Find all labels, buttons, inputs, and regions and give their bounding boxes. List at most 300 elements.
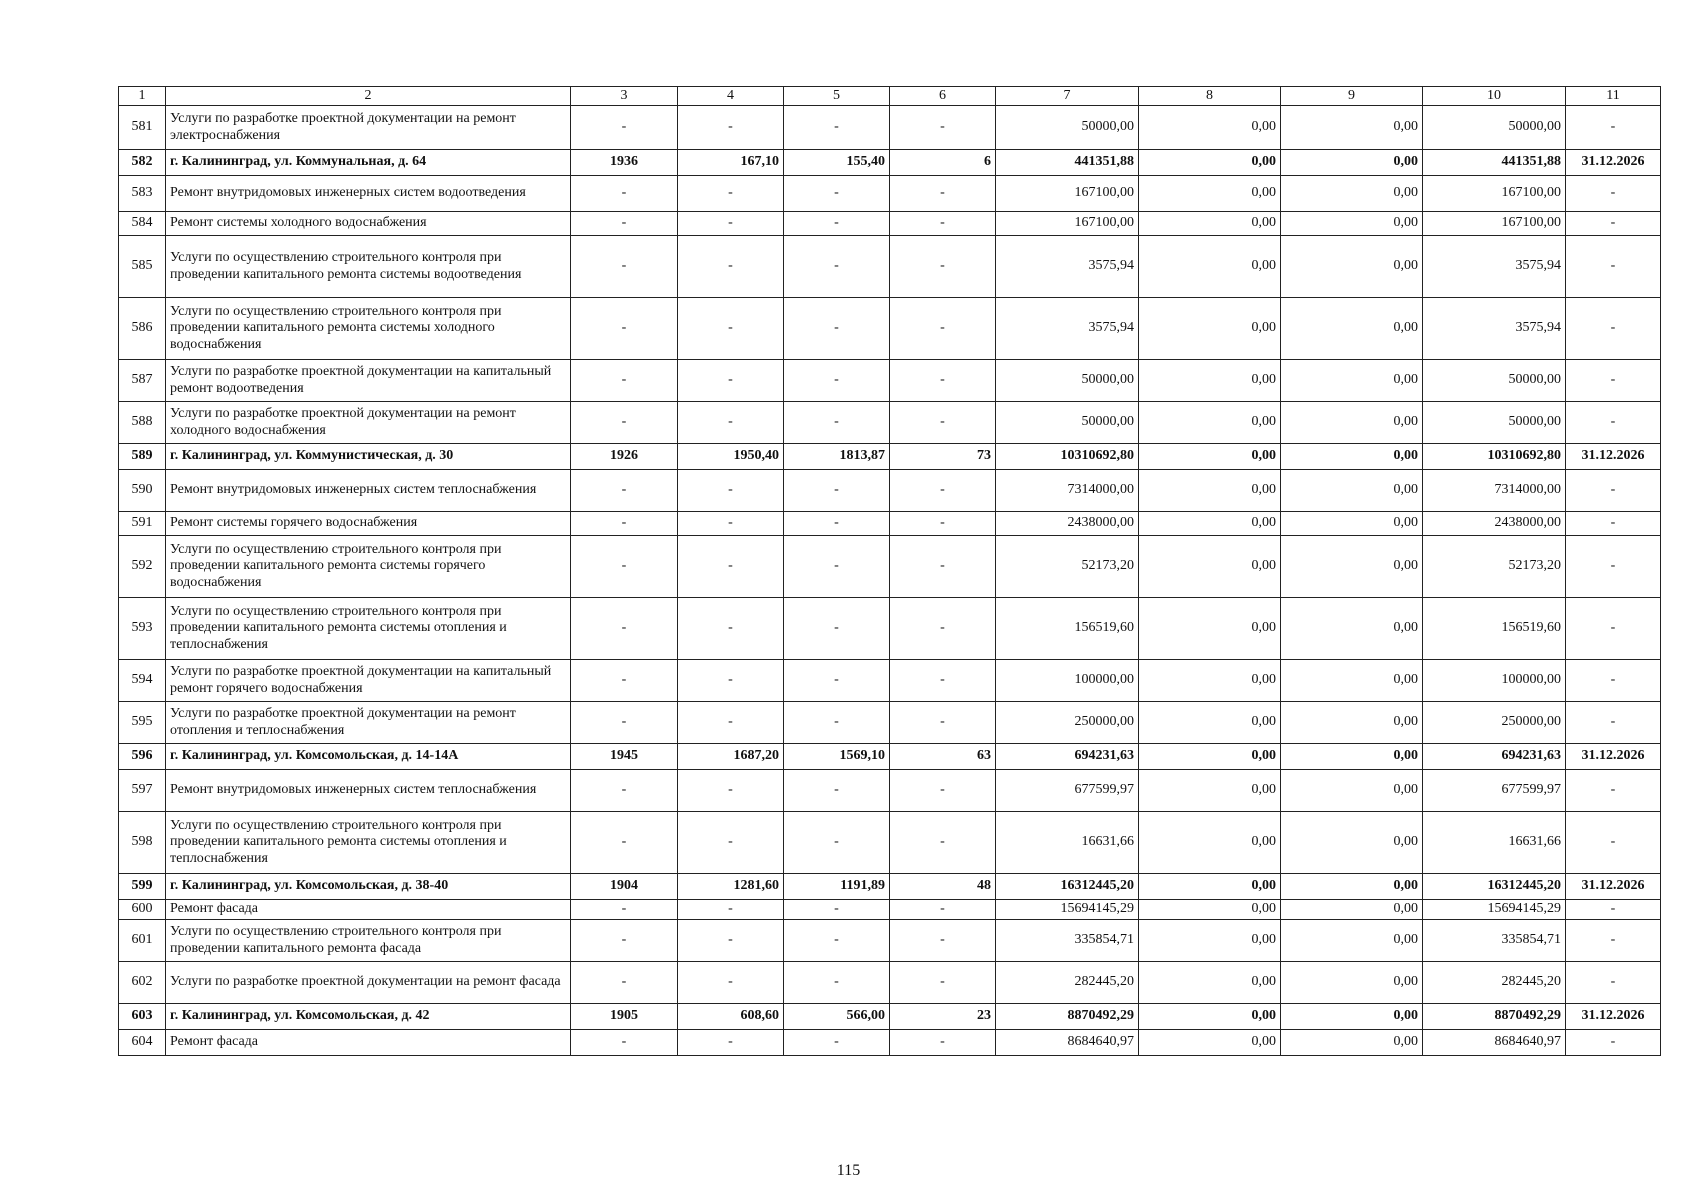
cell-col-6: - <box>890 106 996 150</box>
cell-col-8: 0,00 <box>1139 744 1281 770</box>
table-row <box>119 176 1661 212</box>
cell-col-8: 0,00 <box>1139 444 1281 470</box>
cell-col-10: 100000,00 <box>1423 660 1566 702</box>
cell-col-8: 0,00 <box>1139 150 1281 176</box>
cell-col-7: 3575,94 <box>996 236 1139 298</box>
row-number: 595 <box>119 702 166 744</box>
table-row <box>119 402 1661 444</box>
row-number: 586 <box>119 298 166 360</box>
cell-col-3: - <box>571 236 678 298</box>
cell-col-4: - <box>678 176 784 212</box>
cell-col-7: 16631,66 <box>996 812 1139 874</box>
cell-col-6: - <box>890 212 996 236</box>
cell-col-9: 0,00 <box>1281 812 1423 874</box>
cell-col-9: 0,00 <box>1281 212 1423 236</box>
column-header: 6 <box>890 87 996 106</box>
cell-col-8: 0,00 <box>1139 920 1281 962</box>
cell-col-6: - <box>890 598 996 660</box>
cell-col-11: - <box>1566 402 1661 444</box>
cell-col-9: 0,00 <box>1281 402 1423 444</box>
cell-col-8: 0,00 <box>1139 470 1281 512</box>
cell-col-8: 0,00 <box>1139 236 1281 298</box>
cell-col-4: - <box>678 298 784 360</box>
cell-col-6: 6 <box>890 150 996 176</box>
cell-col-3: - <box>571 900 678 920</box>
cell-col-6: - <box>890 512 996 536</box>
work-name: Услуги по осуществлению строительного контроля при проведении капитального ремонта системы отопления и теплоснабжения <box>166 812 571 874</box>
column-header: 9 <box>1281 87 1423 106</box>
works-table <box>118 86 1661 1056</box>
cell-col-11: 31.12.2026 <box>1566 744 1661 770</box>
row-number: 589 <box>119 444 166 470</box>
cell-col-9: 0,00 <box>1281 962 1423 1004</box>
cell-col-5: - <box>784 470 890 512</box>
cell-col-7: 8870492,29 <box>996 1004 1139 1030</box>
address-row <box>119 444 1661 470</box>
cell-col-5: 566,00 <box>784 1004 890 1030</box>
cell-col-7: 16312445,20 <box>996 874 1139 900</box>
cell-col-4: - <box>678 812 784 874</box>
work-name: Ремонт фасада <box>166 1030 571 1056</box>
work-name: Услуги по разработке проектной документации на ремонт отопления и теплоснабжения <box>166 702 571 744</box>
cell-col-7: 100000,00 <box>996 660 1139 702</box>
work-name: Услуги по разработке проектной документации на капитальный ремонт водоотведения <box>166 360 571 402</box>
cell-col-8: 0,00 <box>1139 402 1281 444</box>
cell-col-6: - <box>890 236 996 298</box>
work-name: Услуги по осуществлению строительного контроля при проведении капитального ремонта системы холодного водоснабжения <box>166 298 571 360</box>
row-number: 592 <box>119 536 166 598</box>
table-row <box>119 298 1661 360</box>
work-name: г. Калининград, ул. Коммунистическая, д. 30 <box>166 444 571 470</box>
cell-col-8: 0,00 <box>1139 702 1281 744</box>
cell-col-5: - <box>784 212 890 236</box>
cell-col-5: - <box>784 512 890 536</box>
page-number: 115 <box>836 1162 861 1179</box>
cell-col-10: 50000,00 <box>1423 360 1566 402</box>
cell-col-11: - <box>1566 702 1661 744</box>
cell-col-3: - <box>571 920 678 962</box>
cell-col-3: - <box>571 298 678 360</box>
cell-col-3: - <box>571 598 678 660</box>
column-number-row <box>119 87 1661 106</box>
work-name: Услуги по разработке проектной документации на ремонт фасада <box>166 962 571 1004</box>
row-number: 603 <box>119 1004 166 1030</box>
cell-col-9: 0,00 <box>1281 236 1423 298</box>
cell-col-6: - <box>890 920 996 962</box>
table-row <box>119 106 1661 150</box>
cell-col-4: 1687,20 <box>678 744 784 770</box>
cell-col-6: - <box>890 360 996 402</box>
cell-col-11: - <box>1566 660 1661 702</box>
cell-col-10: 52173,20 <box>1423 536 1566 598</box>
cell-col-11: - <box>1566 512 1661 536</box>
cell-col-11: - <box>1566 962 1661 1004</box>
cell-col-4: - <box>678 1030 784 1056</box>
cell-col-10: 50000,00 <box>1423 106 1566 150</box>
cell-col-11: - <box>1566 176 1661 212</box>
table-body <box>119 87 1661 1056</box>
cell-col-5: - <box>784 920 890 962</box>
row-number: 582 <box>119 150 166 176</box>
work-name: Услуги по разработке проектной документации на ремонт холодного водоснабжения <box>166 402 571 444</box>
cell-col-3: - <box>571 770 678 812</box>
cell-col-3: - <box>571 812 678 874</box>
cell-col-7: 677599,97 <box>996 770 1139 812</box>
cell-col-5: - <box>784 176 890 212</box>
cell-col-10: 7314000,00 <box>1423 470 1566 512</box>
cell-col-4: 1281,60 <box>678 874 784 900</box>
cell-col-9: 0,00 <box>1281 150 1423 176</box>
cell-col-6: - <box>890 900 996 920</box>
table-row <box>119 212 1661 236</box>
work-name: Ремонт внутридомовых инженерных систем теплоснабжения <box>166 470 571 512</box>
cell-col-5: - <box>784 1030 890 1056</box>
table-row <box>119 598 1661 660</box>
cell-col-10: 16631,66 <box>1423 812 1566 874</box>
cell-col-6: - <box>890 536 996 598</box>
cell-col-11: 31.12.2026 <box>1566 1004 1661 1030</box>
cell-col-11: - <box>1566 470 1661 512</box>
cell-col-4: - <box>678 236 784 298</box>
cell-col-7: 250000,00 <box>996 702 1139 744</box>
row-number: 591 <box>119 512 166 536</box>
work-name: Услуги по осуществлению строительного контроля при проведении капитального ремонта системы водоотведения <box>166 236 571 298</box>
cell-col-6: - <box>890 812 996 874</box>
cell-col-8: 0,00 <box>1139 1004 1281 1030</box>
work-name: Ремонт системы холодного водоснабжения <box>166 212 571 236</box>
cell-col-9: 0,00 <box>1281 702 1423 744</box>
cell-col-6: - <box>890 402 996 444</box>
cell-col-4: - <box>678 702 784 744</box>
cell-col-11: - <box>1566 236 1661 298</box>
row-number: 590 <box>119 470 166 512</box>
cell-col-9: 0,00 <box>1281 106 1423 150</box>
cell-col-9: 0,00 <box>1281 176 1423 212</box>
row-number: 597 <box>119 770 166 812</box>
table-row <box>119 1030 1661 1056</box>
cell-col-11: - <box>1566 360 1661 402</box>
cell-col-5: - <box>784 536 890 598</box>
row-number: 600 <box>119 900 166 920</box>
cell-col-3: - <box>571 360 678 402</box>
cell-col-5: - <box>784 402 890 444</box>
work-name: Ремонт системы горячего водоснабжения <box>166 512 571 536</box>
cell-col-4: - <box>678 402 784 444</box>
cell-col-5: - <box>784 598 890 660</box>
cell-col-3: 1905 <box>571 1004 678 1030</box>
cell-col-8: 0,00 <box>1139 874 1281 900</box>
cell-col-11: - <box>1566 812 1661 874</box>
cell-col-9: 0,00 <box>1281 660 1423 702</box>
cell-col-7: 2438000,00 <box>996 512 1139 536</box>
work-name: Ремонт внутридомовых инженерных систем теплоснабжения <box>166 770 571 812</box>
table-row <box>119 920 1661 962</box>
cell-col-6: - <box>890 702 996 744</box>
cell-col-10: 441351,88 <box>1423 150 1566 176</box>
cell-col-6: - <box>890 770 996 812</box>
cell-col-11: - <box>1566 536 1661 598</box>
cell-col-3: - <box>571 402 678 444</box>
cell-col-4: 167,10 <box>678 150 784 176</box>
cell-col-10: 156519,60 <box>1423 598 1566 660</box>
cell-col-6: - <box>890 962 996 1004</box>
cell-col-5: - <box>784 660 890 702</box>
cell-col-3: - <box>571 106 678 150</box>
cell-col-11: - <box>1566 900 1661 920</box>
cell-col-9: 0,00 <box>1281 444 1423 470</box>
cell-col-11: - <box>1566 770 1661 812</box>
cell-col-11: - <box>1566 598 1661 660</box>
cell-col-6: 23 <box>890 1004 996 1030</box>
work-name: Услуги по разработке проектной документации на ремонт электроснабжения <box>166 106 571 150</box>
cell-col-8: 0,00 <box>1139 962 1281 1004</box>
cell-col-5: - <box>784 812 890 874</box>
work-name: г. Калининград, ул. Коммунальная, д. 64 <box>166 150 571 176</box>
cell-col-10: 250000,00 <box>1423 702 1566 744</box>
cell-col-3: - <box>571 1030 678 1056</box>
cell-col-10: 15694145,29 <box>1423 900 1566 920</box>
cell-col-7: 52173,20 <box>996 536 1139 598</box>
table-row <box>119 962 1661 1004</box>
cell-col-11: 31.12.2026 <box>1566 874 1661 900</box>
work-name: г. Калининград, ул. Комсомольская, д. 14-14А <box>166 744 571 770</box>
cell-col-3: - <box>571 702 678 744</box>
cell-col-5: - <box>784 770 890 812</box>
table-row <box>119 512 1661 536</box>
cell-col-4: - <box>678 512 784 536</box>
row-number: 602 <box>119 962 166 1004</box>
cell-col-3: 1936 <box>571 150 678 176</box>
cell-col-9: 0,00 <box>1281 770 1423 812</box>
cell-col-10: 694231,63 <box>1423 744 1566 770</box>
row-number: 596 <box>119 744 166 770</box>
cell-col-5: 155,40 <box>784 150 890 176</box>
cell-col-9: 0,00 <box>1281 1030 1423 1056</box>
table-row <box>119 770 1661 812</box>
cell-col-7: 7314000,00 <box>996 470 1139 512</box>
cell-col-7: 441351,88 <box>996 150 1139 176</box>
cell-col-7: 3575,94 <box>996 298 1139 360</box>
cell-col-5: - <box>784 236 890 298</box>
work-name: Ремонт внутридомовых инженерных систем водоотведения <box>166 176 571 212</box>
cell-col-10: 50000,00 <box>1423 402 1566 444</box>
cell-col-5: 1813,87 <box>784 444 890 470</box>
column-header: 10 <box>1423 87 1566 106</box>
row-number: 587 <box>119 360 166 402</box>
cell-col-10: 8684640,97 <box>1423 1030 1566 1056</box>
cell-col-3: - <box>571 512 678 536</box>
cell-col-7: 167100,00 <box>996 212 1139 236</box>
row-number: 593 <box>119 598 166 660</box>
cell-col-3: - <box>571 962 678 1004</box>
cell-col-8: 0,00 <box>1139 212 1281 236</box>
cell-col-4: - <box>678 770 784 812</box>
cell-col-4: - <box>678 660 784 702</box>
cell-col-4: - <box>678 470 784 512</box>
cell-col-4: - <box>678 536 784 598</box>
cell-col-4: - <box>678 962 784 1004</box>
cell-col-9: 0,00 <box>1281 900 1423 920</box>
cell-col-10: 3575,94 <box>1423 298 1566 360</box>
work-name: г. Калининград, ул. Комсомольская, д. 38-40 <box>166 874 571 900</box>
row-number: 581 <box>119 106 166 150</box>
row-number: 584 <box>119 212 166 236</box>
table-row <box>119 660 1661 702</box>
cell-col-7: 156519,60 <box>996 598 1139 660</box>
cell-col-10: 677599,97 <box>1423 770 1566 812</box>
cell-col-5: - <box>784 702 890 744</box>
cell-col-8: 0,00 <box>1139 512 1281 536</box>
cell-col-9: 0,00 <box>1281 744 1423 770</box>
column-header: 11 <box>1566 87 1661 106</box>
cell-col-9: 0,00 <box>1281 1004 1423 1030</box>
table-row <box>119 236 1661 298</box>
cell-col-8: 0,00 <box>1139 770 1281 812</box>
cell-col-4: 1950,40 <box>678 444 784 470</box>
cell-col-5: - <box>784 298 890 360</box>
cell-col-5: - <box>784 106 890 150</box>
work-name: г. Калининград, ул. Комсомольская, д. 42 <box>166 1004 571 1030</box>
cell-col-4: - <box>678 360 784 402</box>
cell-col-3: 1926 <box>571 444 678 470</box>
cell-col-8: 0,00 <box>1139 176 1281 212</box>
cell-col-9: 0,00 <box>1281 874 1423 900</box>
cell-col-3: - <box>571 470 678 512</box>
cell-col-4: 608,60 <box>678 1004 784 1030</box>
column-header: 3 <box>571 87 678 106</box>
cell-col-9: 0,00 <box>1281 920 1423 962</box>
cell-col-4: - <box>678 106 784 150</box>
cell-col-3: - <box>571 212 678 236</box>
cell-col-7: 8684640,97 <box>996 1030 1139 1056</box>
address-row <box>119 744 1661 770</box>
cell-col-9: 0,00 <box>1281 598 1423 660</box>
cell-col-5: - <box>784 900 890 920</box>
row-number: 583 <box>119 176 166 212</box>
row-number: 594 <box>119 660 166 702</box>
cell-col-3: 1945 <box>571 744 678 770</box>
work-name: Услуги по разработке проектной документации на капитальный ремонт горячего водоснабжения <box>166 660 571 702</box>
cell-col-10: 3575,94 <box>1423 236 1566 298</box>
address-row <box>119 150 1661 176</box>
cell-col-3: - <box>571 660 678 702</box>
cell-col-11: - <box>1566 106 1661 150</box>
cell-col-11: - <box>1566 212 1661 236</box>
cell-col-7: 694231,63 <box>996 744 1139 770</box>
column-header: 2 <box>166 87 571 106</box>
column-header: 8 <box>1139 87 1281 106</box>
cell-col-11: 31.12.2026 <box>1566 150 1661 176</box>
cell-col-9: 0,00 <box>1281 536 1423 598</box>
row-number: 599 <box>119 874 166 900</box>
cell-col-11: - <box>1566 298 1661 360</box>
cell-col-10: 8870492,29 <box>1423 1004 1566 1030</box>
cell-col-10: 2438000,00 <box>1423 512 1566 536</box>
address-row <box>119 874 1661 900</box>
column-header: 4 <box>678 87 784 106</box>
cell-col-6: - <box>890 298 996 360</box>
cell-col-8: 0,00 <box>1139 812 1281 874</box>
cell-col-4: - <box>678 900 784 920</box>
cell-col-3: 1904 <box>571 874 678 900</box>
cell-col-5: 1191,89 <box>784 874 890 900</box>
cell-col-4: - <box>678 598 784 660</box>
cell-col-7: 50000,00 <box>996 360 1139 402</box>
table-row <box>119 900 1661 920</box>
work-name: Услуги по осуществлению строительного контроля при проведении капитального ремонта системы отопления и теплоснабжения <box>166 598 571 660</box>
cell-col-3: - <box>571 536 678 598</box>
cell-col-7: 10310692,80 <box>996 444 1139 470</box>
table-row <box>119 812 1661 874</box>
cell-col-6: - <box>890 176 996 212</box>
row-number: 601 <box>119 920 166 962</box>
column-header: 5 <box>784 87 890 106</box>
cell-col-8: 0,00 <box>1139 536 1281 598</box>
cell-col-4: - <box>678 212 784 236</box>
cell-col-8: 0,00 <box>1139 660 1281 702</box>
cell-col-7: 50000,00 <box>996 402 1139 444</box>
cell-col-6: 73 <box>890 444 996 470</box>
cell-col-6: 63 <box>890 744 996 770</box>
cell-col-5: - <box>784 360 890 402</box>
row-number: 604 <box>119 1030 166 1056</box>
table-row <box>119 702 1661 744</box>
cell-col-11: - <box>1566 920 1661 962</box>
cell-col-7: 15694145,29 <box>996 900 1139 920</box>
cell-col-8: 0,00 <box>1139 1030 1281 1056</box>
cell-col-10: 167100,00 <box>1423 212 1566 236</box>
cell-col-7: 50000,00 <box>996 106 1139 150</box>
column-header: 7 <box>996 87 1139 106</box>
cell-col-11: 31.12.2026 <box>1566 444 1661 470</box>
cell-col-6: - <box>890 1030 996 1056</box>
table-row <box>119 360 1661 402</box>
cell-col-10: 16312445,20 <box>1423 874 1566 900</box>
cell-col-10: 10310692,80 <box>1423 444 1566 470</box>
table-row <box>119 470 1661 512</box>
cell-col-7: 335854,71 <box>996 920 1139 962</box>
cell-col-10: 335854,71 <box>1423 920 1566 962</box>
cell-col-8: 0,00 <box>1139 298 1281 360</box>
row-number: 585 <box>119 236 166 298</box>
cell-col-5: - <box>784 962 890 1004</box>
cell-col-10: 282445,20 <box>1423 962 1566 1004</box>
cell-col-7: 282445,20 <box>996 962 1139 1004</box>
cell-col-10: 167100,00 <box>1423 176 1566 212</box>
cell-col-7: 167100,00 <box>996 176 1139 212</box>
cell-col-9: 0,00 <box>1281 470 1423 512</box>
cell-col-8: 0,00 <box>1139 360 1281 402</box>
cell-col-9: 0,00 <box>1281 360 1423 402</box>
cell-col-8: 0,00 <box>1139 598 1281 660</box>
row-number: 588 <box>119 402 166 444</box>
cell-col-8: 0,00 <box>1139 900 1281 920</box>
cell-col-9: 0,00 <box>1281 298 1423 360</box>
address-row <box>119 1004 1661 1030</box>
row-number: 598 <box>119 812 166 874</box>
cell-col-11: - <box>1566 1030 1661 1056</box>
work-name: Ремонт фасада <box>166 900 571 920</box>
cell-col-6: - <box>890 470 996 512</box>
cell-col-6: - <box>890 660 996 702</box>
cell-col-9: 0,00 <box>1281 512 1423 536</box>
cell-col-5: 1569,10 <box>784 744 890 770</box>
work-name: Услуги по осуществлению строительного контроля при проведении капитального ремонта фасада <box>166 920 571 962</box>
cell-col-6: 48 <box>890 874 996 900</box>
cell-col-8: 0,00 <box>1139 106 1281 150</box>
column-header: 1 <box>119 87 166 106</box>
table-row <box>119 536 1661 598</box>
